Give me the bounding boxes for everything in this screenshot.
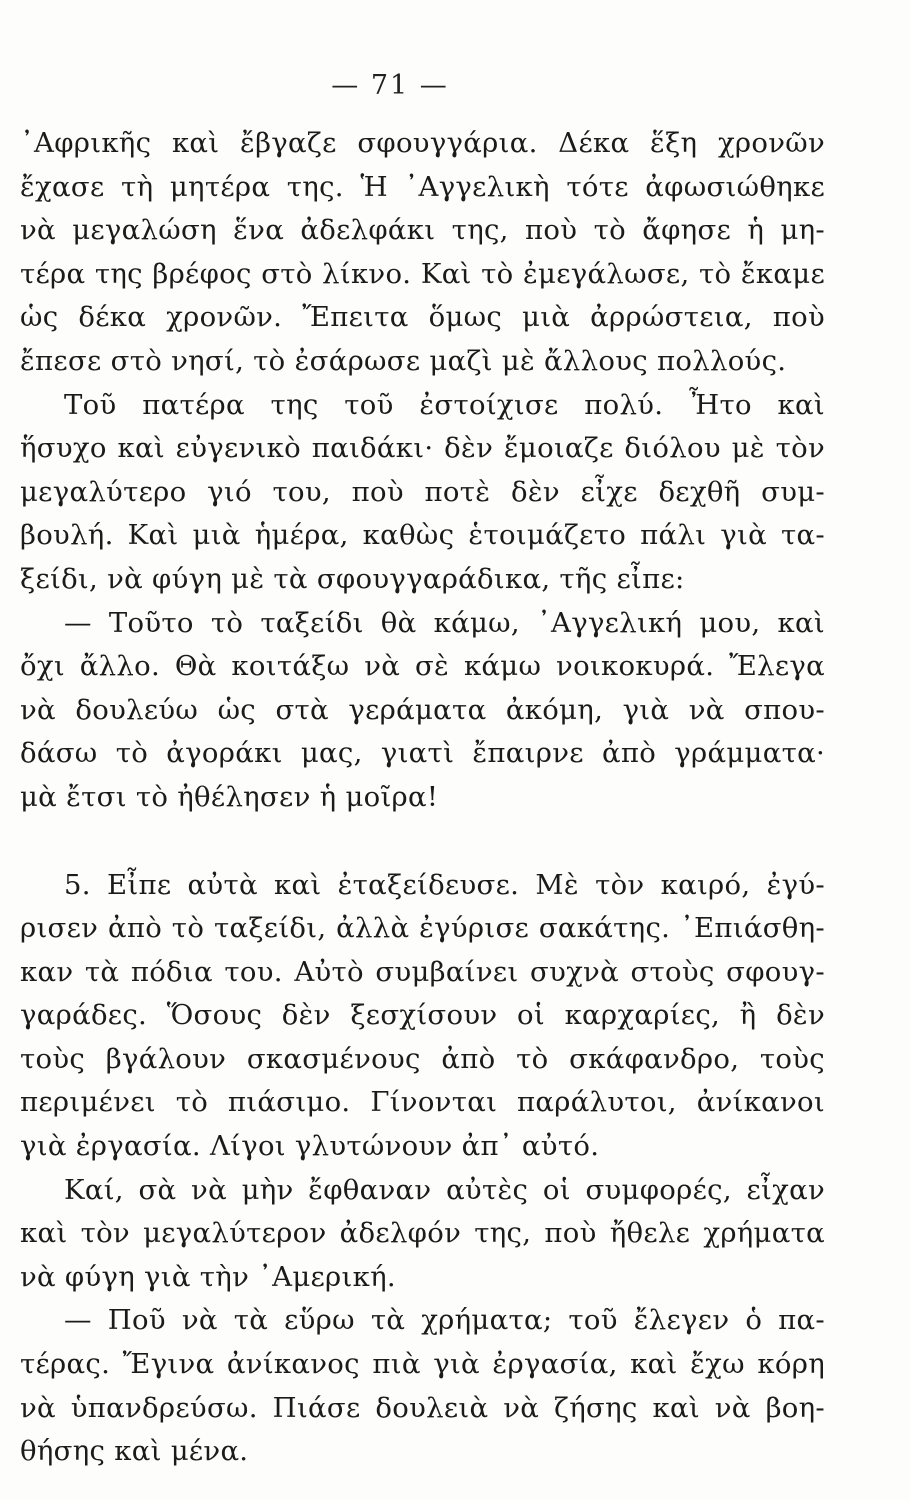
text-line: τέρα της βρέφος στὸ λίκνο. Καὶ τὸ ἐμεγάλωσε, τὸ ἔκαμε xyxy=(20,257,825,290)
text-line: ἔπεσε στὸ νησί, τὸ ἐσάρωσε μαζὶ μὲ ἄλλους πολλούς. xyxy=(20,344,787,377)
text-line: — Τοῦτο τὸ ταξείδι θὰ κάμω, ᾿Αγγελική μου, καὶ xyxy=(64,606,825,639)
text-line: γιὰ ἐργασία. Λίγοι γλυτώνουν ἀπ᾿ αὐτό. xyxy=(20,1130,600,1163)
text-line: θήσης καὶ μένα. xyxy=(20,1435,249,1468)
text-line: βουλή. Καὶ μιὰ ἡμέρα, καθὼς ἑτοιμάζετο πάλι γιὰ τα- xyxy=(20,519,825,552)
text-line: δάσω τὸ ἀγοράκι μας, γιατὶ ἔπαιρνε ἀπὸ γράμματα· xyxy=(20,737,825,770)
text-line: ὡς δέκα χρονῶν. Ἔπειτα ὅμως μιὰ ἀρρώστεια, ποὺ xyxy=(20,301,825,334)
text-line: ὄχι ἄλλο. Θὰ κοιτάξω νὰ σὲ κάμω νοικοκυρά. Ἔλεγα xyxy=(20,650,825,683)
body-text xyxy=(20,122,825,1474)
text-line: — Ποῦ νὰ τὰ εὕρω τὰ χρήματα; τοῦ ἔλεγεν ὁ πα- xyxy=(64,1304,825,1337)
paragraph xyxy=(20,122,825,384)
text-line: τέρας. Ἔγινα ἀνίκανος πιὰ γιὰ ἐργασία, καὶ ἔχω κόρη xyxy=(20,1348,825,1381)
text-line: Τοῦ πατέρα της τοῦ ἐστοίχισε πολύ. Ἦτο καὶ xyxy=(64,388,825,421)
text-line: καὶ τὸν μεγαλύτερον ἀδελφόν της, ποὺ ἤθελε χρήματα xyxy=(20,1217,825,1250)
paragraph xyxy=(20,1169,825,1300)
text-line: ἔχασε τὴ μητέρα της. Ἡ ᾿Αγγελικὴ τότε ἀφωσιώθηκε xyxy=(20,170,825,203)
text-line: περιμένει τὸ πιάσιμο. Γίνονται παράλυτοι, ἀνίκανοι xyxy=(20,1086,825,1119)
page-number: — 71 — xyxy=(331,70,449,101)
text-line: Καί, σὰ νὰ μὴν ἔφθαναν αὐτὲς οἱ συμφορές, εἶχαν xyxy=(64,1173,825,1206)
text-line: μεγαλύτερο γιό του, ποὺ ποτὲ δὲν εἶχε δεχθῆ συμ- xyxy=(20,475,825,508)
text-line: ξείδι, νὰ φύγη μὲ τὰ σφουγγαράδικα, τῆς εἶπε: xyxy=(20,562,685,595)
section-gap xyxy=(20,820,825,864)
text-line: μὰ ἔτσι τὸ ἠθέλησεν ἡ μοῖρα! xyxy=(20,780,439,813)
text-line: 5. Εἶπε αὐτὰ καὶ ἐταξείδευσε. Μὲ τὸν καιρό, ἐγύ- xyxy=(64,868,825,901)
paragraph xyxy=(20,384,825,602)
text-line: γαράδες. Ὅσους δὲν ξεσχίσουν οἱ καρχαρίες, ἢ δὲν xyxy=(20,999,825,1032)
paragraph xyxy=(20,864,825,1169)
text-line: τοὺς βγάλουν σκασμένους ἀπὸ τὸ σκάφανδρο, τοὺς xyxy=(20,1042,825,1075)
text-line: ρισεν ἀπὸ τὸ ταξείδι, ἀλλὰ ἐγύρισε σακάτης. ᾿Επιάσθη- xyxy=(20,912,825,945)
text-line: ἥσυχο καὶ εὐγενικὸ παιδάκι· δὲν ἔμοιαζε διόλου μὲ τὸν xyxy=(20,432,825,465)
paragraph xyxy=(20,602,825,820)
text-line: νὰ μεγαλώση ἕνα ἀδελφάκι της, ποὺ τὸ ἄφησε ἡ μη- xyxy=(20,214,825,247)
text-line: καν τὰ πόδια του. Αὐτὸ συμβαίνει συχνὰ στοὺς σφουγ- xyxy=(20,955,825,988)
paragraph xyxy=(20,1299,825,1473)
text-line: νὰ φύγη γιὰ τὴν ᾿Αμερική. xyxy=(20,1260,396,1293)
text-line: νὰ δουλεύω ὡς στὰ γεράματα ἀκόμη, γιὰ νὰ σπου- xyxy=(20,693,825,726)
text-line: νὰ ὑπανδρεύσω. Πιάσε δουλειὰ νὰ ζήσης καὶ νὰ βοη- xyxy=(20,1391,825,1424)
text-line: ᾿Αφρικῆς καὶ ἔβγαζε σφουγγάρια. Δέκα ἕξη χρονῶν xyxy=(20,127,825,159)
